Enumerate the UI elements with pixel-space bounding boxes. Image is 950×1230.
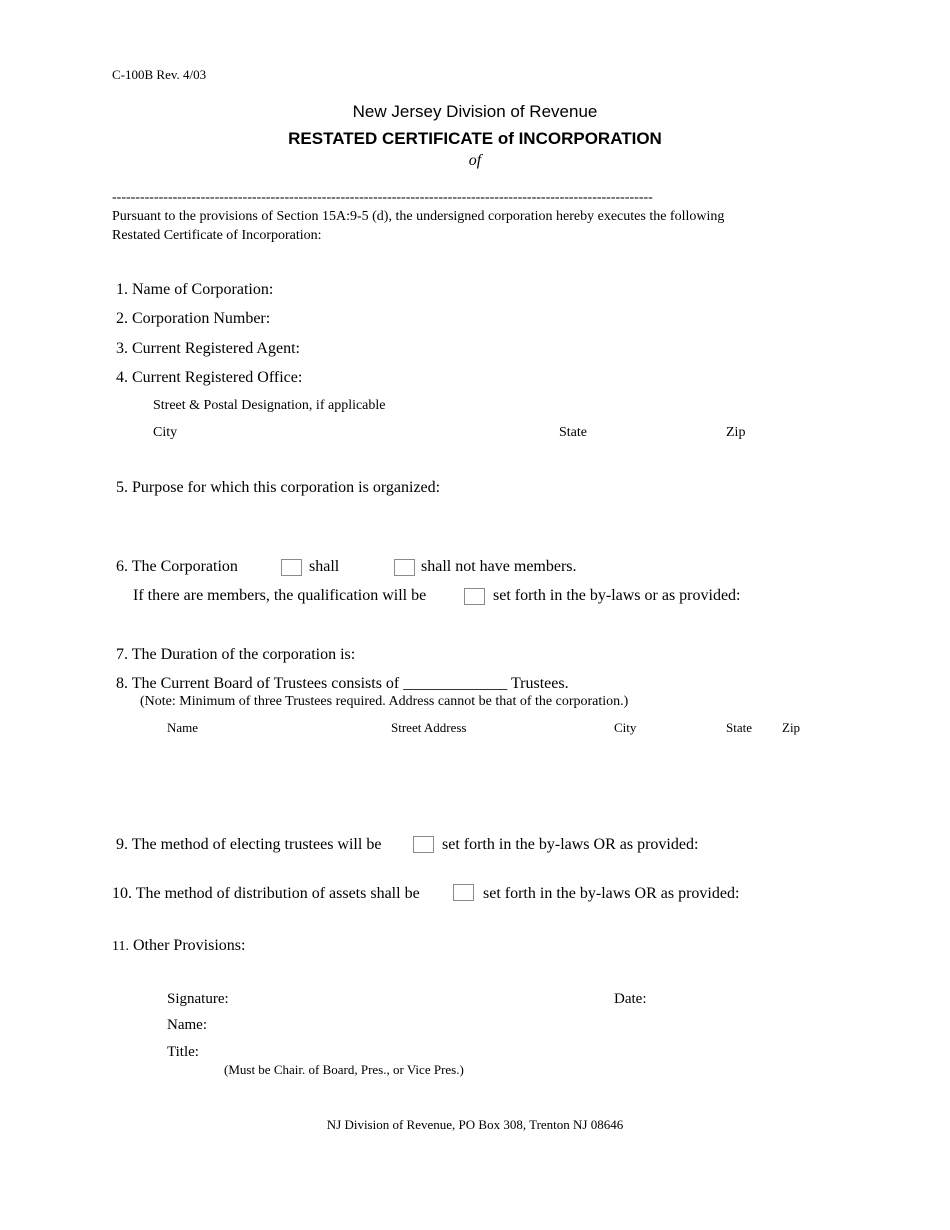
item-duration: 7. The Duration of the corporation is:	[116, 646, 356, 663]
footer-address: NJ Division of Revenue, PO Box 308, Trenton NJ 08646	[326, 1117, 624, 1132]
page-title: RESTATED CERTIFICATE of INCORPORATION	[288, 129, 662, 148]
item-other-provisions	[112, 937, 245, 955]
item-registered-agent: 3. Current Registered Agent:	[116, 340, 300, 357]
intro-line-2: Restated Certificate of Incorporation:	[112, 228, 322, 243]
title-note: (Must be Chair. of Board, Pres., or Vice Pres.)	[224, 1062, 464, 1077]
qualification-label: If there are members, the qualification will be	[133, 587, 427, 604]
shall-label: shall	[309, 558, 340, 575]
electing-checkbox[interactable]	[413, 836, 434, 853]
trustee-col-state: State	[726, 720, 752, 735]
item-registered-office: 4. Current Registered Office:	[116, 369, 303, 386]
distribution-option: set forth in the by-laws OR as provided:	[483, 885, 740, 902]
distribution-checkbox[interactable]	[453, 884, 474, 901]
title-label: Title:	[167, 1044, 199, 1060]
title-of: of	[468, 152, 482, 169]
zip-label: Zip	[726, 425, 746, 440]
qualification-option: set forth in the by-laws or as provided:	[493, 587, 741, 604]
agency-name: New Jersey Division of Revenue	[352, 102, 598, 121]
item-corporation-number: 2. Corporation Number:	[116, 310, 271, 327]
item-electing-trustees: 9. The method of electing trustees will be	[116, 836, 382, 853]
other-provisions-number: 11.	[112, 939, 129, 954]
name-label: Name:	[167, 1017, 207, 1033]
shall-not-checkbox[interactable]	[394, 559, 415, 576]
signature-label: Signature:	[167, 991, 229, 1007]
electing-option: set forth in the by-laws OR as provided:	[442, 836, 699, 853]
trustee-col-zip: Zip	[782, 720, 801, 735]
item-board-of-trustees: 8. The Current Board of Trustees consists of _____________ Trustees.	[116, 675, 569, 692]
shall-not-label: shall not have members.	[421, 558, 577, 575]
trustee-col-name: Name	[167, 720, 199, 735]
trustee-col-street: Street Address	[391, 720, 467, 735]
date-label: Date:	[614, 991, 647, 1007]
item-purpose: 5. Purpose for which this corporation is organized:	[116, 479, 441, 496]
other-provisions-label: Other Provisions:	[132, 937, 246, 954]
divider-line: --------------------------------------------------------------------------------------------------------------------	[112, 190, 653, 205]
form-code: C-100B Rev. 4/03	[112, 67, 207, 82]
item-members-prefix: 6. The Corporation	[116, 558, 238, 575]
item-name-of-corporation: 1. Name of Corporation:	[116, 281, 274, 298]
city-label: City	[153, 425, 178, 440]
street-label: Street & Postal Designation, if applicable	[153, 398, 386, 413]
intro-line-1: Pursuant to the provisions of Section 15A:9-5 (d), the undersigned corporation hereby executes the following	[112, 209, 725, 224]
board-note: (Note: Minimum of three Trustees required. Address cannot be that of the corporation.)	[140, 694, 629, 709]
state-label: State	[559, 425, 587, 440]
trustee-col-city: City	[614, 720, 637, 735]
item-distribution-of-assets: 10. The method of distribution of assets shall be	[112, 885, 420, 902]
qualification-checkbox[interactable]	[464, 588, 485, 605]
shall-checkbox[interactable]	[281, 559, 302, 576]
